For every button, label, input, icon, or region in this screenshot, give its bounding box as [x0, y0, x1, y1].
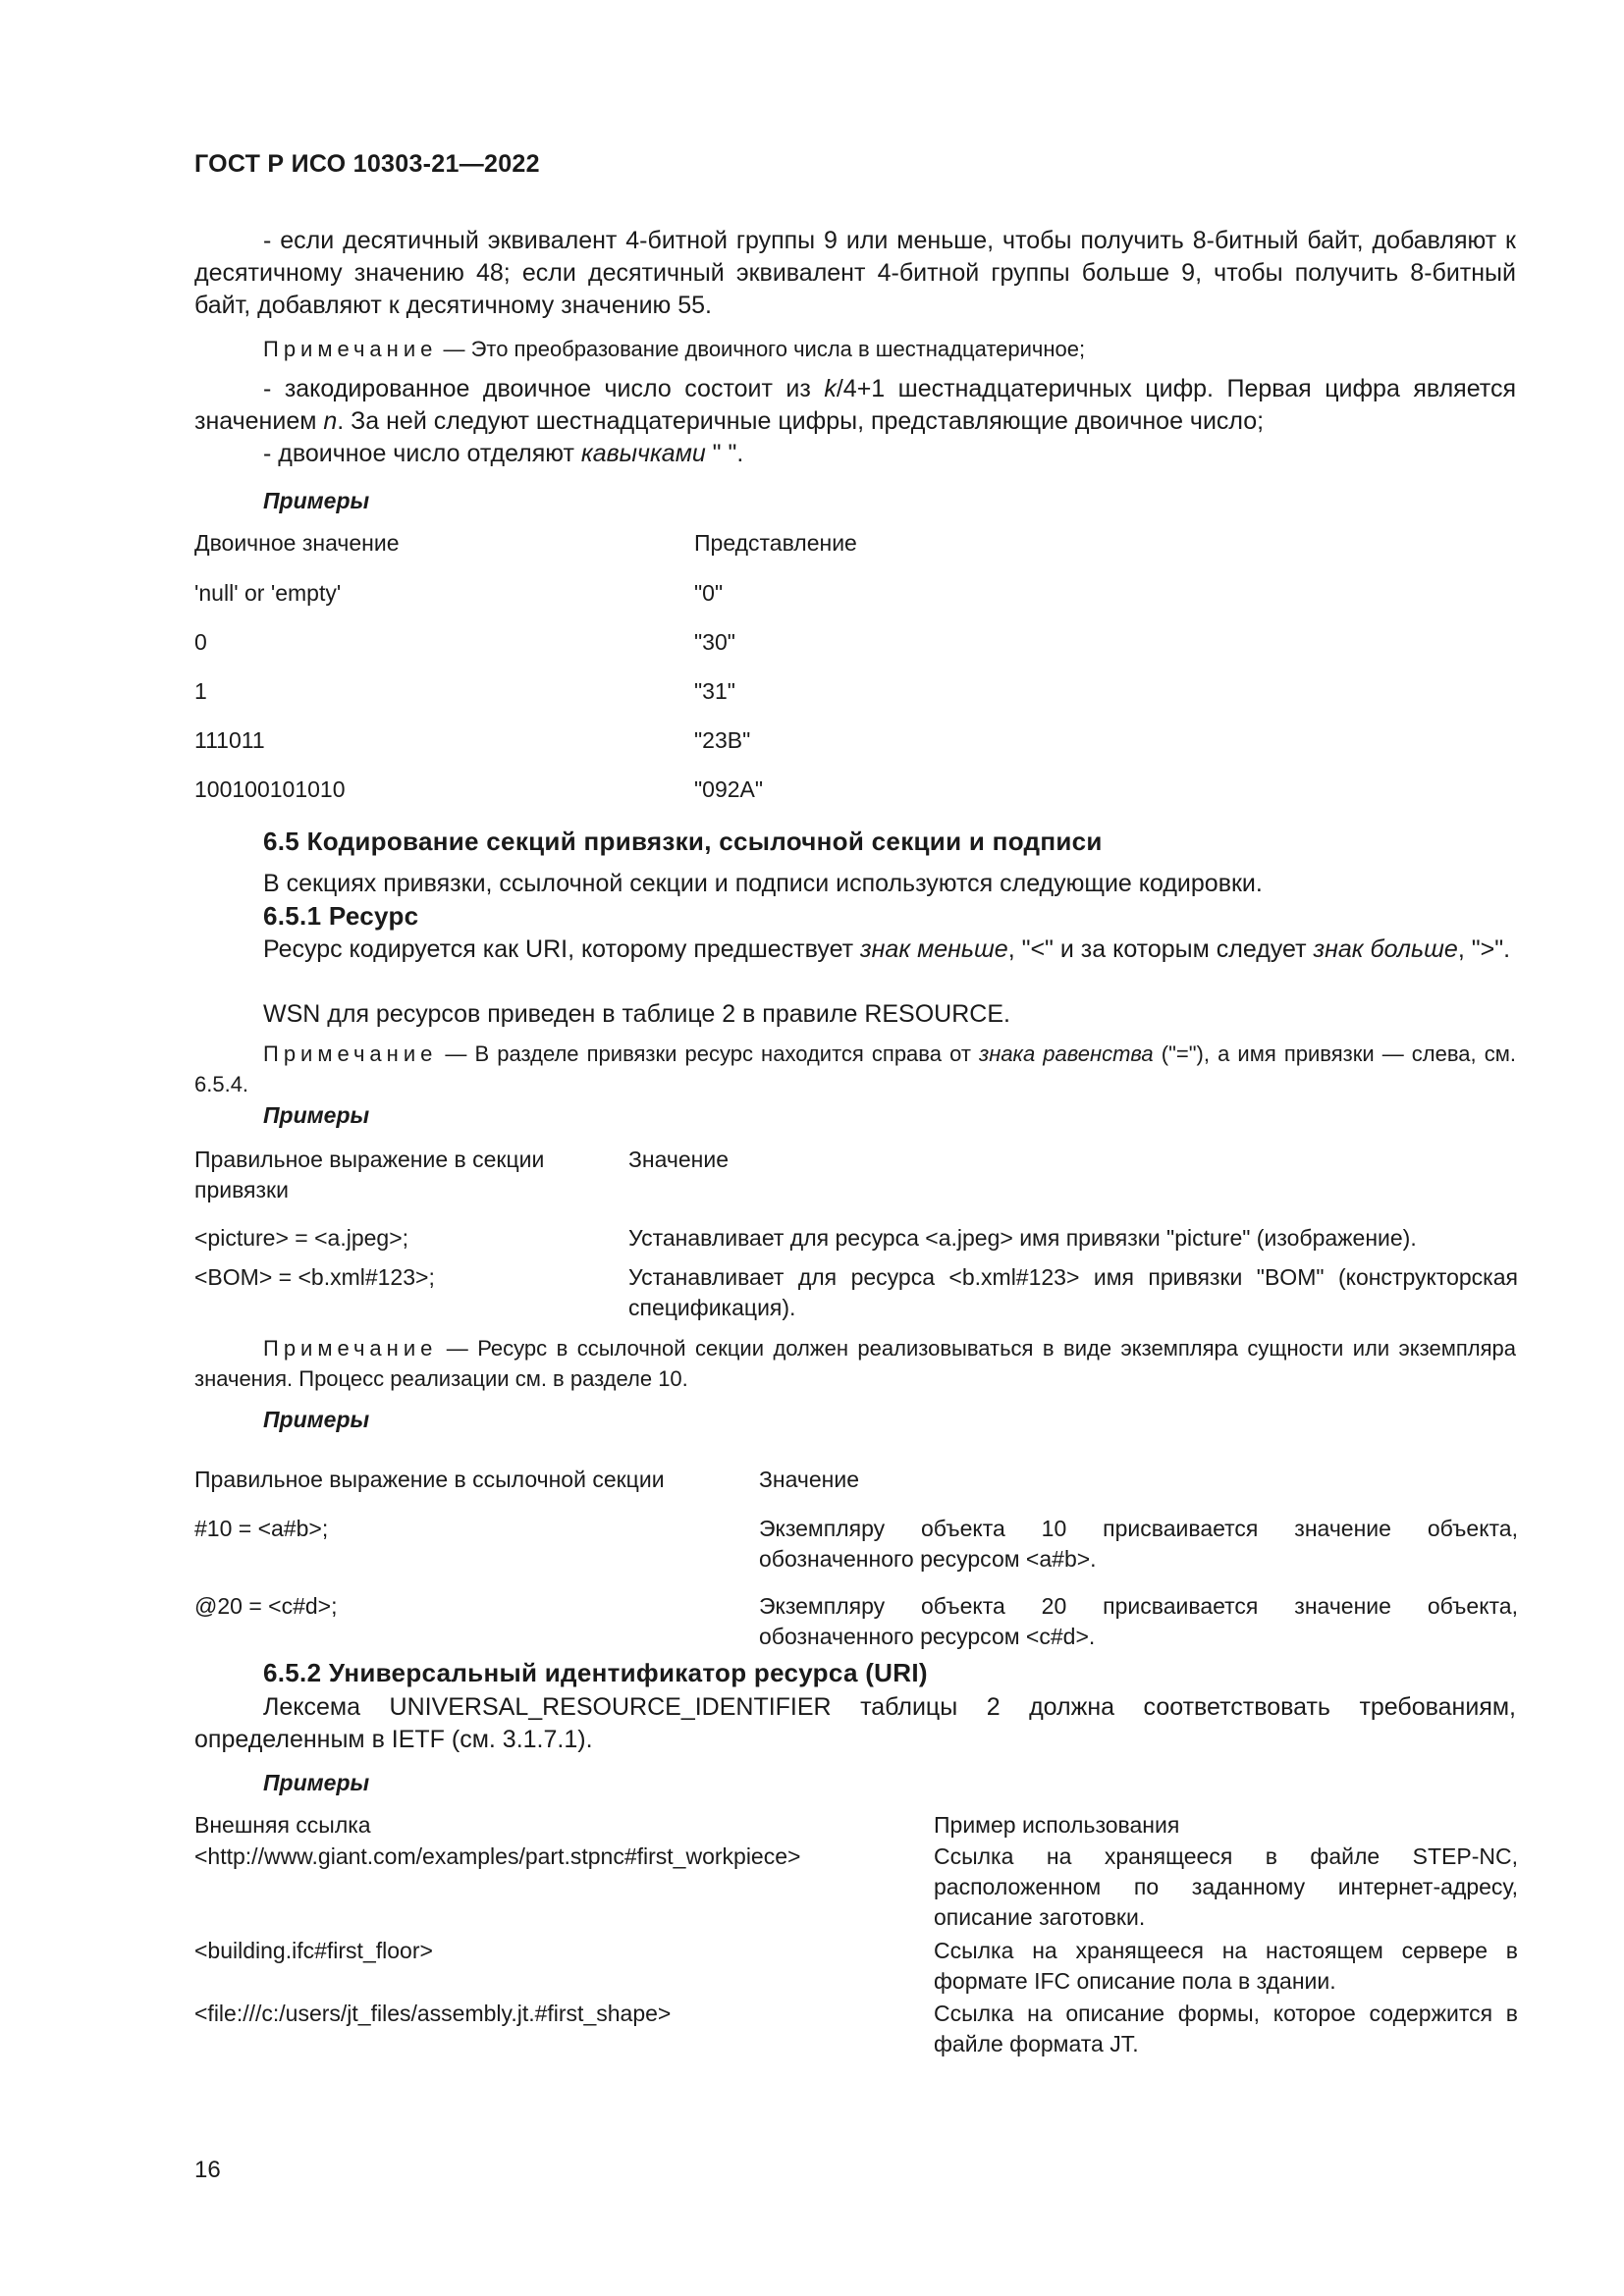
paragraph-hex-conversion: - если десятичный эквивалент 4-битной группы 9 или меньше, чтобы получить 8-битный байт, добавляют к десятичному значению 48; если десятичный эквивалент 4-битной группы больше 9, чтобы получить 8-битный байт, добавляют к десятичному значению 55. [194, 227, 1516, 319]
text-run: - закодированное двоичное число состоит из [263, 375, 825, 402]
document-header: ГОСТ Р ИСО 10303-21—2022 [194, 150, 540, 178]
table-cell: 'null' or 'empty' [194, 580, 342, 606]
table-cell: <building.ifc#first_floor> [194, 1938, 433, 1963]
italic-run: кавычками [580, 440, 706, 467]
table-cell: Ссылка на хранящееся на настоящем сервере в формате IFC описание пола в здании. [934, 1938, 1518, 1994]
note-label: Примечание [263, 1041, 438, 1066]
page-number: 16 [194, 2157, 221, 2183]
note-binding [194, 1039, 1516, 1099]
paragraph-6-5: В секциях привязки, ссылочной секции и подписи используются следующие кодировки. [263, 870, 1263, 897]
note-label: Примечание [263, 1336, 438, 1361]
table-cell: Устанавливает для ресурса <a.jpeg> имя привязки "picture" (изображение). [628, 1225, 1417, 1251]
section-title-6-5-1: 6.5.1 Ресурс [263, 901, 419, 931]
text-run: — В разделе привязки ресурс находится справа от [437, 1041, 979, 1066]
note-reference [194, 1333, 1516, 1394]
text-run: . За ней следуют шестнадцатеричные цифры, представляющие двоичное число; [337, 407, 1265, 435]
section-title-6-5-2: 6.5.2 Универсальный идентификатор ресурса (URI) [263, 1658, 928, 1687]
table-cell: <picture> = <a.jpeg>; [194, 1225, 409, 1251]
table-cell: "23B" [694, 727, 751, 753]
text-run: " ". [705, 440, 744, 467]
table-cell: "30" [694, 629, 735, 655]
table-header-value: Значение [759, 1467, 859, 1492]
table-header-usage: Пример использования [934, 1812, 1180, 1838]
table-cell: 100100101010 [194, 776, 346, 802]
text-run: Ресурс кодируется как URI, которому предшествует [263, 935, 861, 963]
italic-run: знак меньше [860, 935, 1008, 963]
italic-run: знак больше [1313, 935, 1458, 963]
table-header-binary: Двоичное значение [194, 530, 400, 556]
text-run: - двоичное число отделяют [263, 440, 581, 467]
text-run: /4+1 шестнадцатеричных цифр. Первая цифра является значением [194, 375, 1516, 435]
table-cell: Ссылка на описание формы, которое содержится в файле формата JT. [934, 2001, 1518, 2056]
table-cell: <BOM> = <b.xml#123>; [194, 1264, 435, 1290]
examples-heading: Примеры [263, 488, 370, 513]
table-cell: <http://www.giant.com/examples/part.stpnc#first_workpiece> [194, 1843, 801, 1869]
italic-run: n [323, 407, 338, 435]
note-label: Примечание [263, 337, 438, 361]
table-cell: @20 = <c#d>; [194, 1593, 338, 1619]
table-cell: 1 [194, 678, 207, 704]
text-run: ("="), а имя привязки — слева, см. 6.5.4. [194, 1041, 1516, 1096]
table-header-value: Значение [628, 1147, 729, 1172]
table-header-representation: Представление [694, 530, 857, 556]
table-cell: 0 [194, 629, 207, 655]
table-cell: Устанавливает для ресурса <b.xml#123> имя привязки "BOM" (конструкторская спецификация). [628, 1264, 1518, 1320]
table-cell: Экземпляру объекта 20 присваивается значение объекта, обозначенного ресурсом <c#d>. [759, 1593, 1518, 1649]
italic-run: знака равенства [978, 1041, 1154, 1066]
table-cell: Экземпляру объекта 10 присваивается значение объекта, обозначенного ресурсом <a#b>. [759, 1516, 1518, 1572]
table-header-expression: Правильное выражение в секции привязки [194, 1147, 545, 1202]
paragraph-resource [194, 934, 1516, 966]
table-header-external-ref: Внешняя ссылка [194, 1812, 371, 1838]
table-cell: <file:///c:/users/jt_files/assembly.jt.#first_shape> [194, 2001, 672, 2026]
examples-heading: Примеры [263, 1102, 370, 1128]
examples-heading: Примеры [263, 1407, 370, 1432]
table-cell: #10 = <a#b>; [194, 1516, 329, 1541]
text-run: — Ресурс в ссылочной секции должен реализовываться в виде экземпляра сущности или экземпляра значения. Процесс реализации см. в разделе 10. [194, 1336, 1516, 1391]
text-run: , ">". [1457, 935, 1511, 963]
note-text: — Это преобразование двоичного числа в шестнадцатеричное; [437, 337, 1086, 361]
examples-heading: Примеры [263, 1770, 370, 1795]
section-title-6-5: 6.5 Кодирование секций привязки, ссылочной секции и подписи [263, 827, 1103, 856]
paragraph-quotes [194, 438, 1516, 470]
note-hex [194, 334, 1516, 364]
table-cell: "0" [694, 580, 724, 606]
paragraph-digits [194, 373, 1516, 438]
table-cell: "092A" [694, 776, 764, 802]
table-cell: "31" [694, 678, 735, 704]
paragraph-uri: Лексема UNIVERSAL_RESOURCE_IDENTIFIER таблицы 2 должна соответствовать требованиям, определенным в IETF (см. 3.1.7.1). [194, 1693, 1516, 1753]
text-run: , "<" и за которым следует [1007, 935, 1314, 963]
table-cell: Ссылка на хранящееся в файле STEP-NC, расположенном по заданному интернет-адресу, описание заготовки. [934, 1843, 1518, 1930]
table-cell: 111011 [194, 727, 265, 753]
table-header-expression: Правильное выражение в ссылочной секции [194, 1467, 665, 1492]
paragraph-wsn: WSN для ресурсов приведен в таблице 2 в правиле RESOURCE. [263, 1000, 1010, 1028]
italic-run: k [824, 375, 837, 402]
